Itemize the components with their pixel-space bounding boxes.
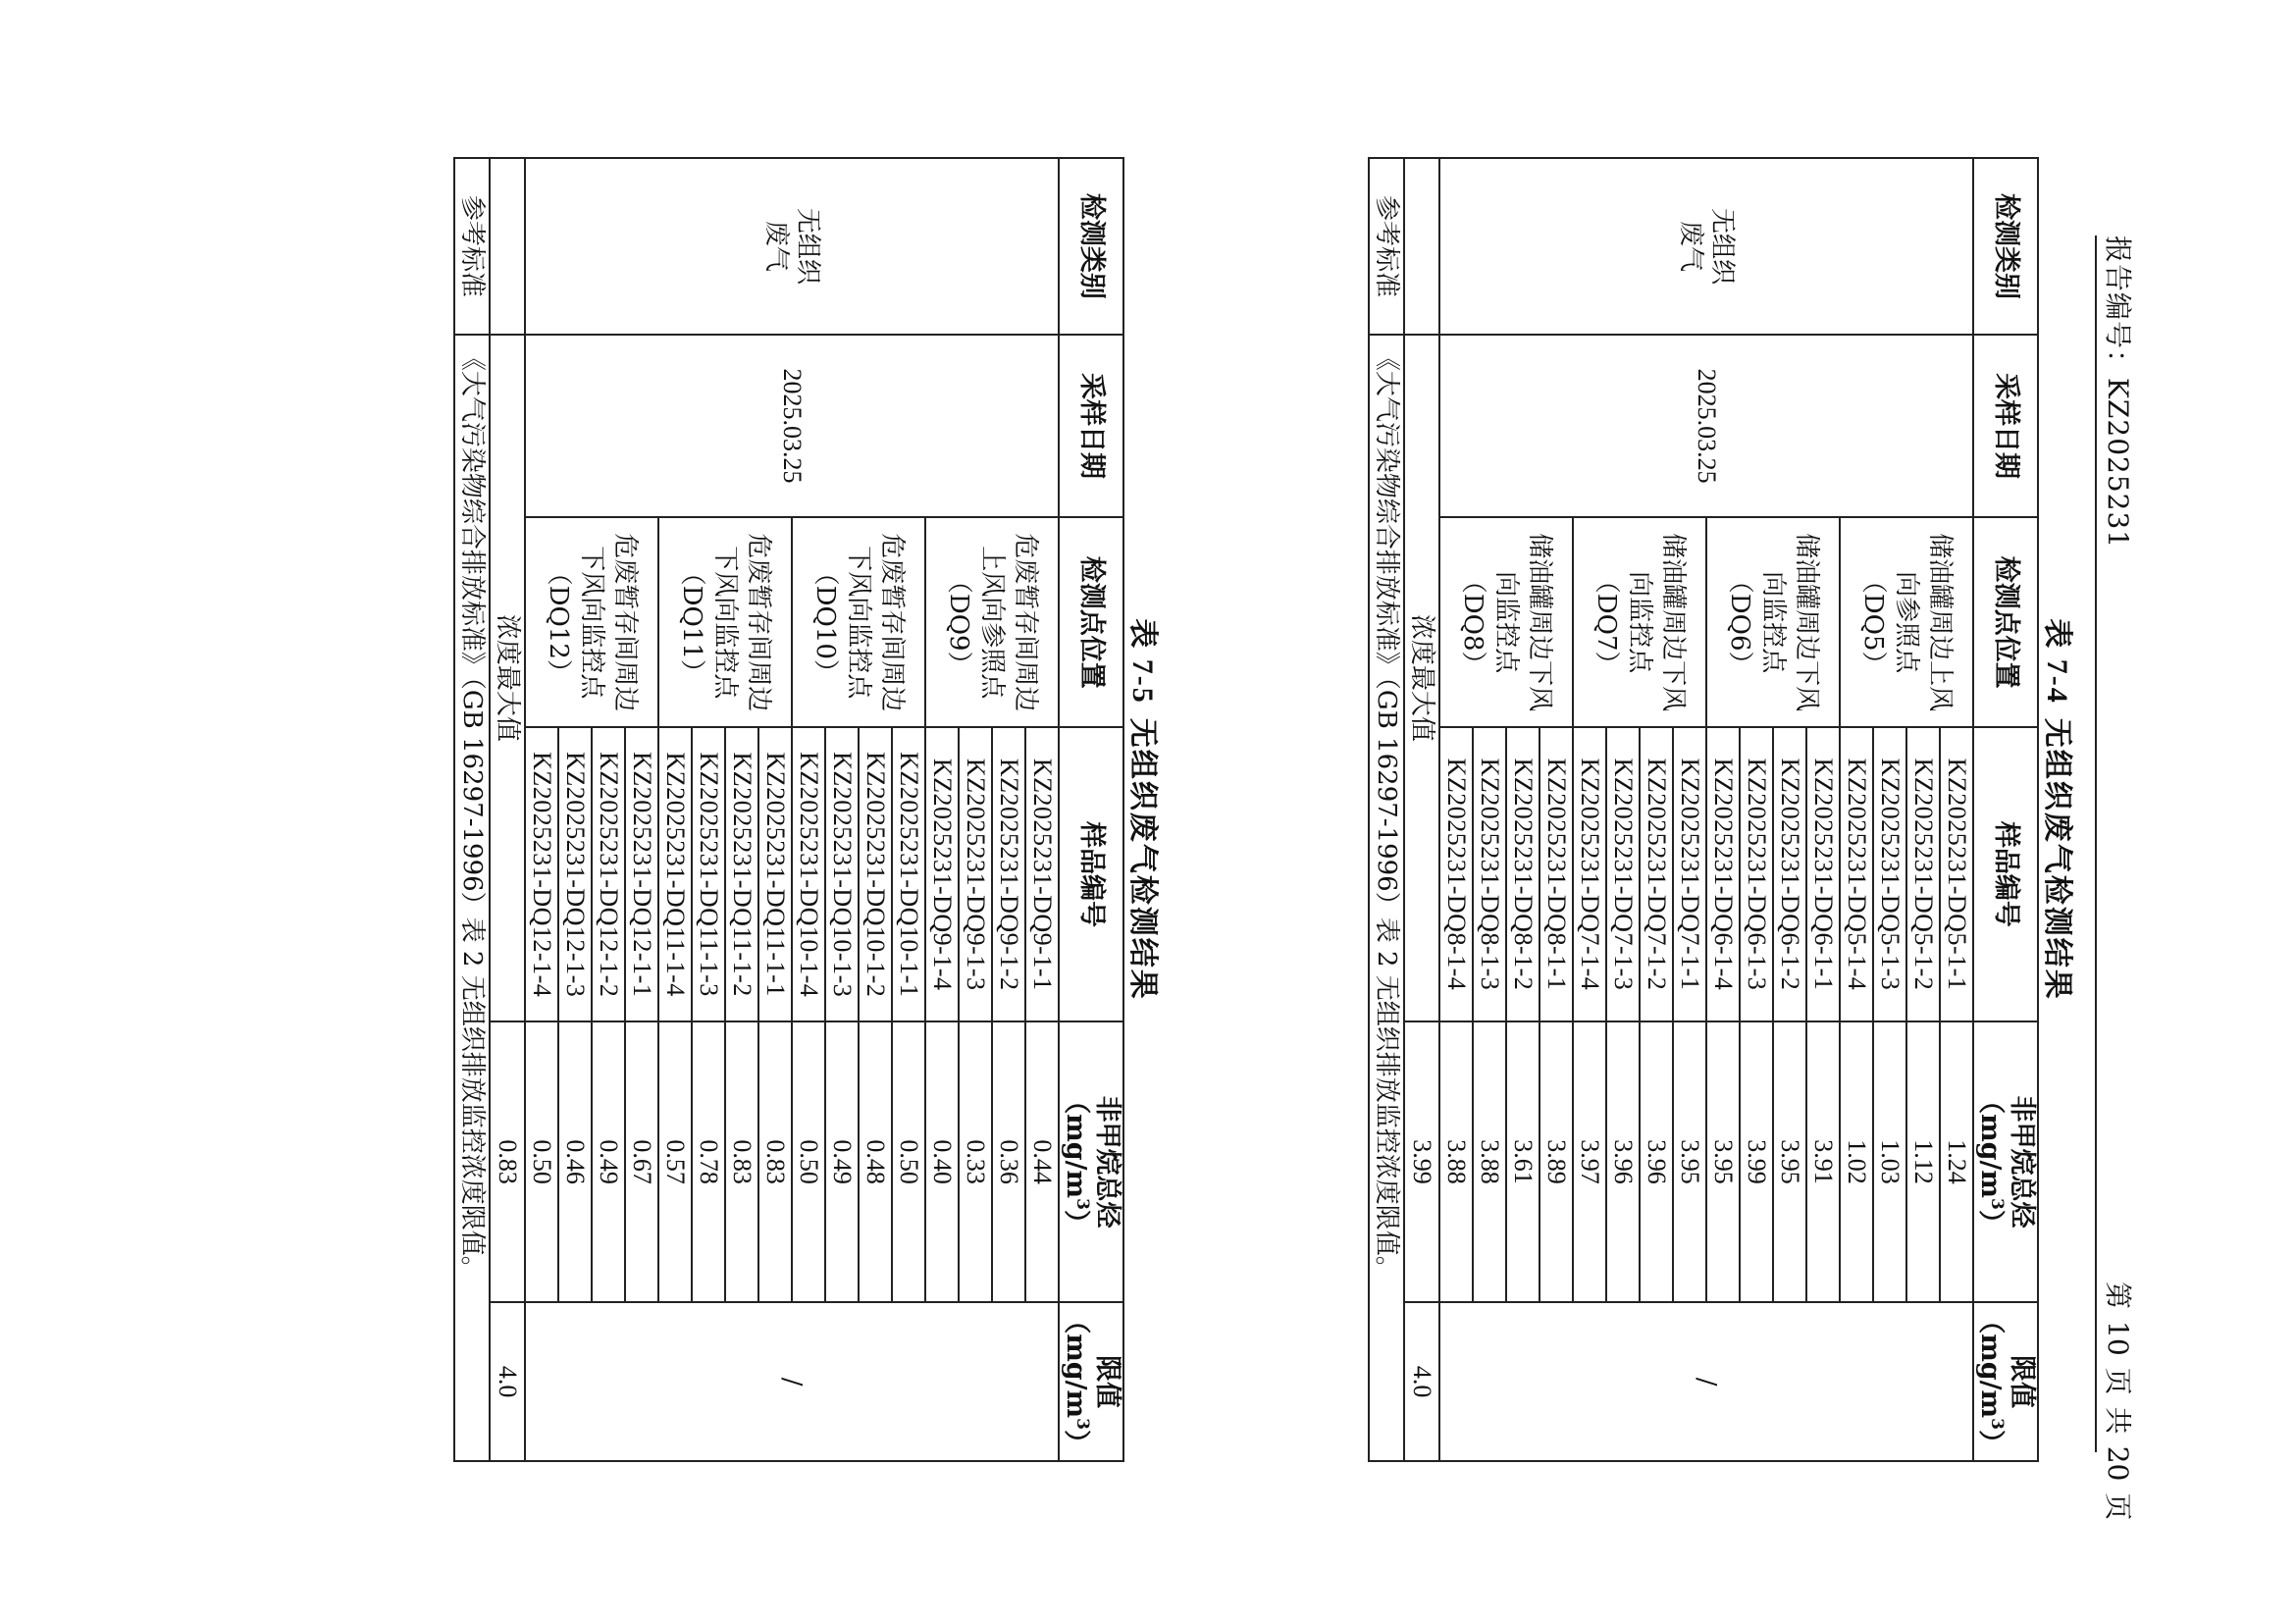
limit-cell: / [1439, 1302, 1973, 1461]
sample-id-cell: KZ2025231-DQ11-1-3 [692, 727, 725, 1021]
nmhc-value-cell: 0.57 [658, 1021, 692, 1302]
col-date: 采样日期 [1059, 335, 1123, 517]
col-point: 检测点位置 [1059, 517, 1123, 727]
sample-id-cell: KZ2025231-DQ5-1-1 [1940, 727, 1973, 1021]
col-limit-sup: 3 [1072, 1418, 1092, 1430]
standard-row [454, 158, 490, 1461]
sample-id-cell: KZ2025231-DQ6-1-4 [1706, 727, 1740, 1021]
nmhc-value-cell: 3.96 [1606, 1021, 1640, 1302]
sample-id-cell: KZ2025231-DQ10-1-2 [859, 727, 892, 1021]
nmhc-value-cell: 0.50 [892, 1021, 925, 1302]
point-cell: 储油罐周边下风向监控点（DQ6） [1706, 517, 1840, 727]
nmhc-value-cell: 3.61 [1506, 1021, 1539, 1302]
nmhc-value-cell: 0.33 [959, 1021, 992, 1302]
nmhc-value-cell: 3.96 [1640, 1021, 1673, 1302]
sample-id-cell: KZ2025231-DQ7-1-1 [1673, 727, 1706, 1021]
max-value-cell: 0.83 [490, 1021, 525, 1302]
page-prefix: 第 [2102, 1282, 2134, 1310]
standard-row [1369, 158, 1404, 1461]
sample-id-cell: KZ2025231-DQ7-1-3 [1606, 727, 1640, 1021]
table1 [1368, 157, 2039, 1462]
nmhc-value-cell: 3.95 [1706, 1021, 1740, 1302]
max-limit-cell: 4.0 [490, 1302, 525, 1461]
table1-title [2039, 157, 2082, 1462]
sample-id-cell: KZ2025231-DQ8-1-3 [1473, 727, 1506, 1021]
sample-id-cell: KZ2025231-DQ12-1-1 [625, 727, 658, 1021]
max-limit-cell: 4.0 [1404, 1302, 1439, 1461]
nmhc-value-cell: 0.40 [925, 1021, 959, 1302]
page-current: 10 [2102, 1321, 2134, 1356]
nmhc-value-cell: 3.97 [1573, 1021, 1606, 1302]
col-nmhc [1973, 1021, 2038, 1302]
col-limit-sup: 3 [1987, 1418, 2007, 1430]
max-row [490, 158, 525, 1461]
sample-id-cell: KZ2025231-DQ7-1-2 [1640, 727, 1673, 1021]
nmhc-value-cell: 3.99 [1740, 1021, 1773, 1302]
col-limit-close: ） [1975, 1429, 2006, 1456]
table1-title-text: 无组织废气检测结果 [2040, 717, 2074, 1001]
col-nmhc-close: ） [1975, 1209, 2006, 1236]
page-unit: 页 [2102, 1367, 2134, 1395]
category-cell: 无组织废气 [1439, 158, 1973, 335]
col-sample: 样品编号 [1059, 727, 1123, 1021]
max-row [1404, 158, 1439, 1461]
col-nmhc-label: 非甲烷总烃（mg/m [1975, 1087, 2037, 1229]
nmhc-value-cell: 3.88 [1439, 1021, 1473, 1302]
page-total: 20 [2102, 1445, 2134, 1482]
table1-number: 表 7-4 [2041, 618, 2073, 705]
nmhc-value-cell: 0.67 [625, 1021, 658, 1302]
point-cell: 危废暂存间周边上风向参照点（DQ9） [925, 517, 1059, 727]
sample-id-cell: KZ2025231-DQ10-1-3 [825, 727, 859, 1021]
point-cell: 储油罐周边下风向监控点（DQ7） [1573, 517, 1706, 727]
sample-id-cell: KZ2025231-DQ5-1-3 [1873, 727, 1906, 1021]
sample-id-cell: KZ2025231-DQ12-1-4 [525, 727, 558, 1021]
nmhc-value-cell: 3.95 [1673, 1021, 1706, 1302]
date-cell: 2025.03.25 [1439, 335, 1973, 517]
nmhc-value-cell: 3.95 [1773, 1021, 1806, 1302]
report-number-label: 报告编号： [2102, 236, 2134, 379]
nmhc-value-cell: 3.91 [1806, 1021, 1840, 1302]
col-limit-label: 限值（mg/m [1975, 1307, 2037, 1419]
point-cell: 储油罐周边上风向参照点（DQ5） [1840, 517, 1973, 727]
sample-id-cell: KZ2025231-DQ5-1-4 [1840, 727, 1873, 1021]
header-divider [2095, 236, 2097, 1452]
sample-id-cell: KZ2025231-DQ5-1-2 [1906, 727, 1940, 1021]
col-nmhc-sup: 3 [1072, 1198, 1092, 1210]
max-blank-cell [490, 158, 525, 335]
table-row [1940, 158, 1973, 1461]
nmhc-value-cell: 0.44 [1025, 1021, 1059, 1302]
table1-header-row [1973, 158, 2038, 1461]
col-category: 检测类别 [1973, 158, 2038, 335]
sample-id-cell: KZ2025231-DQ7-1-4 [1573, 727, 1606, 1021]
nmhc-value-cell: 0.78 [692, 1021, 725, 1302]
report-number-value: KZ2025231 [2102, 378, 2134, 550]
sample-id-cell: KZ2025231-DQ6-1-3 [1740, 727, 1773, 1021]
sample-id-cell: KZ2025231-DQ9-1-3 [959, 727, 992, 1021]
sample-id-cell: KZ2025231-DQ12-1-2 [592, 727, 625, 1021]
max-blank-cell [1404, 158, 1439, 335]
sample-id-cell: KZ2025231-DQ11-1-1 [758, 727, 792, 1021]
point-cell: 储油罐周边下风向监控点（DQ8） [1439, 517, 1573, 727]
standard-label-cell: 参考标准 [1369, 158, 1404, 335]
table2-title [1124, 157, 1168, 1462]
table-row [1025, 158, 1059, 1461]
nmhc-value-cell: 0.49 [825, 1021, 859, 1302]
report-number [2100, 236, 2139, 549]
max-label-cell: 浓度最大值 [490, 335, 525, 1021]
sample-id-cell: KZ2025231-DQ9-1-4 [925, 727, 959, 1021]
col-point: 检测点位置 [1973, 517, 2038, 727]
nmhc-value-cell: 0.48 [859, 1021, 892, 1302]
max-value-cell: 3.99 [1404, 1021, 1439, 1302]
sample-id-cell: KZ2025231-DQ9-1-1 [1025, 727, 1059, 1021]
point-cell: 危废暂存间周边下风向监控点（DQ10） [792, 517, 925, 727]
point-cell: 危废暂存间周边下风向监控点（DQ12） [525, 517, 658, 727]
standard-text-cell: 《大气污染物综合排放标准》（GB 16297-1996）表 2 无组织排放监控浓度限值。 [454, 335, 490, 1461]
table2-number: 表 7-5 [1126, 618, 1159, 705]
col-limit-close: ） [1061, 1429, 1091, 1456]
date-cell: 2025.03.25 [525, 335, 1059, 517]
nmhc-value-cell: 0.49 [592, 1021, 625, 1302]
nmhc-value-cell: 3.88 [1473, 1021, 1506, 1302]
col-nmhc-label: 非甲烷总烃（mg/m [1061, 1087, 1122, 1229]
max-label-cell: 浓度最大值 [1404, 335, 1439, 1021]
nmhc-value-cell: 0.50 [525, 1021, 558, 1302]
sample-id-cell: KZ2025231-DQ8-1-2 [1506, 727, 1539, 1021]
col-limit [1059, 1302, 1123, 1461]
category-cell: 无组织废气 [525, 158, 1059, 335]
nmhc-value-cell: 0.36 [992, 1021, 1025, 1302]
sample-id-cell: KZ2025231-DQ6-1-1 [1806, 727, 1840, 1021]
nmhc-value-cell: 0.50 [792, 1021, 825, 1302]
standard-label-cell: 参考标准 [454, 158, 490, 335]
sample-id-cell: KZ2025231-DQ8-1-1 [1539, 727, 1573, 1021]
nmhc-value-cell: 0.46 [558, 1021, 592, 1302]
limit-cell: / [525, 1302, 1059, 1461]
col-date: 采样日期 [1973, 335, 2038, 517]
nmhc-value-cell: 1.02 [1840, 1021, 1873, 1302]
nmhc-value-cell: 0.83 [758, 1021, 792, 1302]
point-cell: 危废暂存间周边下风向监控点（DQ11） [658, 517, 792, 727]
col-nmhc-close: ） [1061, 1209, 1091, 1236]
nmhc-value-cell: 0.83 [725, 1021, 758, 1302]
page-total-label: 共 [2102, 1406, 2134, 1435]
nmhc-value-cell: 1.24 [1940, 1021, 1973, 1302]
col-limit-label: 限值（mg/m [1061, 1307, 1122, 1419]
page-suffix: 页 [2102, 1492, 2134, 1521]
sample-id-cell: KZ2025231-DQ8-1-4 [1439, 727, 1473, 1021]
nmhc-value-cell: 1.03 [1873, 1021, 1906, 1302]
sample-id-cell: KZ2025231-DQ10-1-4 [792, 727, 825, 1021]
col-nmhc-sup: 3 [1987, 1198, 2007, 1210]
col-limit [1973, 1302, 2038, 1461]
nmhc-value-cell: 1.12 [1906, 1021, 1940, 1302]
sample-id-cell: KZ2025231-DQ9-1-2 [992, 727, 1025, 1021]
standard-text-cell: 《大气污染物综合排放标准》（GB 16297-1996）表 2 无组织排放监控浓度限值。 [1369, 335, 1404, 1461]
table2-header-row [1059, 158, 1123, 1461]
sample-id-cell: KZ2025231-DQ12-1-3 [558, 727, 592, 1021]
sample-id-cell: KZ2025231-DQ6-1-2 [1773, 727, 1806, 1021]
col-category: 检测类别 [1059, 158, 1123, 335]
sample-id-cell: KZ2025231-DQ10-1-1 [892, 727, 925, 1021]
nmhc-value-cell: 3.89 [1539, 1021, 1573, 1302]
sample-id-cell: KZ2025231-DQ11-1-4 [658, 727, 692, 1021]
table2-title-text: 无组织废气检测结果 [1125, 717, 1160, 1001]
sample-id-cell: KZ2025231-DQ11-1-2 [725, 727, 758, 1021]
col-sample: 样品编号 [1973, 727, 2038, 1021]
col-nmhc [1059, 1021, 1123, 1302]
table2 [453, 157, 1124, 1462]
page-indicator [2100, 1276, 2139, 1526]
